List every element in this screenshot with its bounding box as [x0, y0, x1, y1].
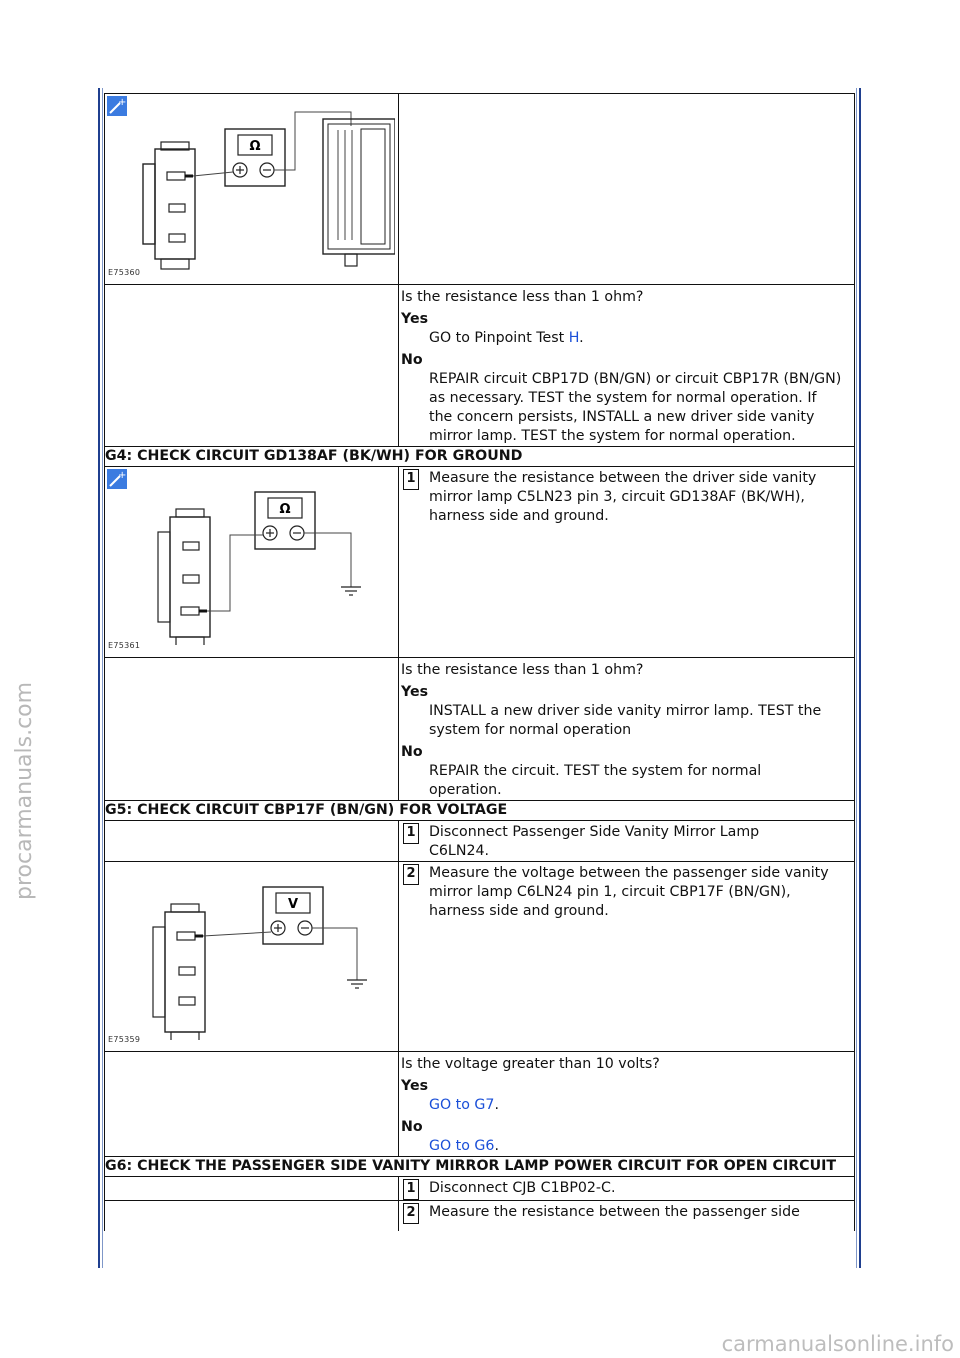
- volt-symbol: V: [287, 897, 299, 912]
- right-margin-rule: [859, 88, 861, 1268]
- svg-text:+: +: [118, 470, 127, 481]
- go-to-g6-link[interactable]: GO to G6: [429, 1138, 495, 1154]
- step-number: 1: [403, 469, 419, 490]
- step-number: 1: [403, 823, 419, 844]
- g6-step2-cell: [399, 1201, 855, 1232]
- svg-text:+: +: [118, 97, 127, 108]
- no-label: No: [401, 352, 423, 368]
- no-text: REPAIR circuit CBP17D (BN/GN) or circuit CBP17R (BN/GN) as necessary. TEST the system for normal operation. If the concern persists, INSTALL a new driver side vanity mirror lamp. TEST the system for normal operation.: [429, 371, 842, 444]
- step-number: 2: [403, 1203, 419, 1224]
- yes-label: Yes: [401, 684, 429, 700]
- question-text: Is the resistance less than 1 ohm?: [401, 289, 644, 305]
- empty-left-cell: [105, 285, 399, 447]
- no-label: No: [401, 744, 423, 760]
- period: .: [494, 1097, 499, 1113]
- figure-right-empty-cell: [399, 94, 855, 285]
- left-margin-rule-inner: [102, 88, 103, 1268]
- figure-cell-e75359: [105, 862, 399, 1052]
- figure-caption: E75361: [108, 641, 141, 650]
- period: .: [494, 1138, 499, 1154]
- figure-cell-e75360: [105, 94, 399, 285]
- g5-step2-cell: [399, 862, 855, 1052]
- step-text: Disconnect CJB C1BP02-C.: [429, 1180, 616, 1196]
- ohm-symbol: Ω: [249, 139, 261, 154]
- zoom-icon[interactable]: [107, 96, 127, 116]
- g5-step1-cell: [399, 821, 855, 862]
- answer-cell-1: [399, 285, 855, 447]
- step-text: Measure the resistance between the passenger side: [429, 1204, 800, 1220]
- step-number: 1: [403, 1179, 419, 1200]
- g6-heading: G6: CHECK THE PASSENGER SIDE VANITY MIRROR LAMP POWER CIRCUIT FOR OPEN CIRCUIT: [105, 1157, 855, 1177]
- no-label: No: [401, 1119, 423, 1135]
- g4-step-cell: [399, 467, 855, 658]
- bottom-watermark: carmanualsonline.info: [721, 1332, 954, 1356]
- question-text: Is the resistance less than 1 ohm?: [401, 662, 644, 678]
- pinpoint-test-h-link[interactable]: H: [568, 330, 580, 346]
- g4-heading: G4: CHECK CIRCUIT GD138AF (BK/WH) FOR GROUND: [105, 447, 855, 467]
- voltmeter-ground-diagram: [125, 872, 395, 1040]
- empty-left-cell: [105, 1052, 399, 1157]
- yes-label: Yes: [401, 311, 429, 327]
- answer-cell-g5: [399, 1052, 855, 1157]
- step-number: 2: [403, 864, 419, 885]
- yes-text: GO to Pinpoint Test: [429, 330, 569, 346]
- step-text: Measure the resistance between the driver side vanity mirror lamp C5LN23 pin 3, circuit GD138AF (BK/WH), harness side and ground.: [429, 470, 817, 524]
- empty-left-cell: [105, 658, 399, 801]
- left-margin-rule: [98, 88, 100, 1268]
- period: .: [579, 330, 584, 346]
- side-watermark: procarmanuals.com: [12, 681, 37, 900]
- ohmmeter-connector-diagram: [125, 104, 395, 272]
- empty-left-cell: [105, 821, 399, 862]
- ohm-symbol: Ω: [279, 502, 291, 517]
- figure-cell-e75361: [105, 467, 399, 658]
- answer-cell-g4: [399, 658, 855, 801]
- right-margin-rule-inner: [856, 88, 857, 1268]
- ohmmeter-ground-diagram: [125, 477, 395, 645]
- g6-step1-cell: [399, 1177, 855, 1201]
- g5-heading: G5: CHECK CIRCUIT CBP17F (BN/GN) FOR VOLTAGE: [105, 801, 855, 821]
- figure-caption: E75360: [108, 268, 141, 277]
- go-to-g7-link[interactable]: GO to G7: [429, 1097, 495, 1113]
- step-text: Measure the voltage between the passenger side vanity mirror lamp C6LN24 pin 1, circuit CBP17F (BN/GN), harness side and ground.: [429, 865, 829, 919]
- yes-label: Yes: [401, 1078, 429, 1094]
- zoom-icon[interactable]: [107, 469, 127, 489]
- figure-caption: E75359: [108, 1035, 141, 1044]
- empty-left-cell: [105, 1177, 399, 1201]
- yes-text: INSTALL a new driver side vanity mirror lamp. TEST the system for normal operation: [429, 703, 822, 738]
- empty-left-cell: [105, 1201, 399, 1232]
- no-text: REPAIR the circuit. TEST the system for normal operation.: [429, 763, 762, 798]
- step-text: Disconnect Passenger Side Vanity Mirror Lamp C6LN24.: [429, 824, 760, 859]
- question-text: Is the voltage greater than 10 volts?: [401, 1056, 660, 1072]
- pinpoint-test-table: [104, 93, 855, 1231]
